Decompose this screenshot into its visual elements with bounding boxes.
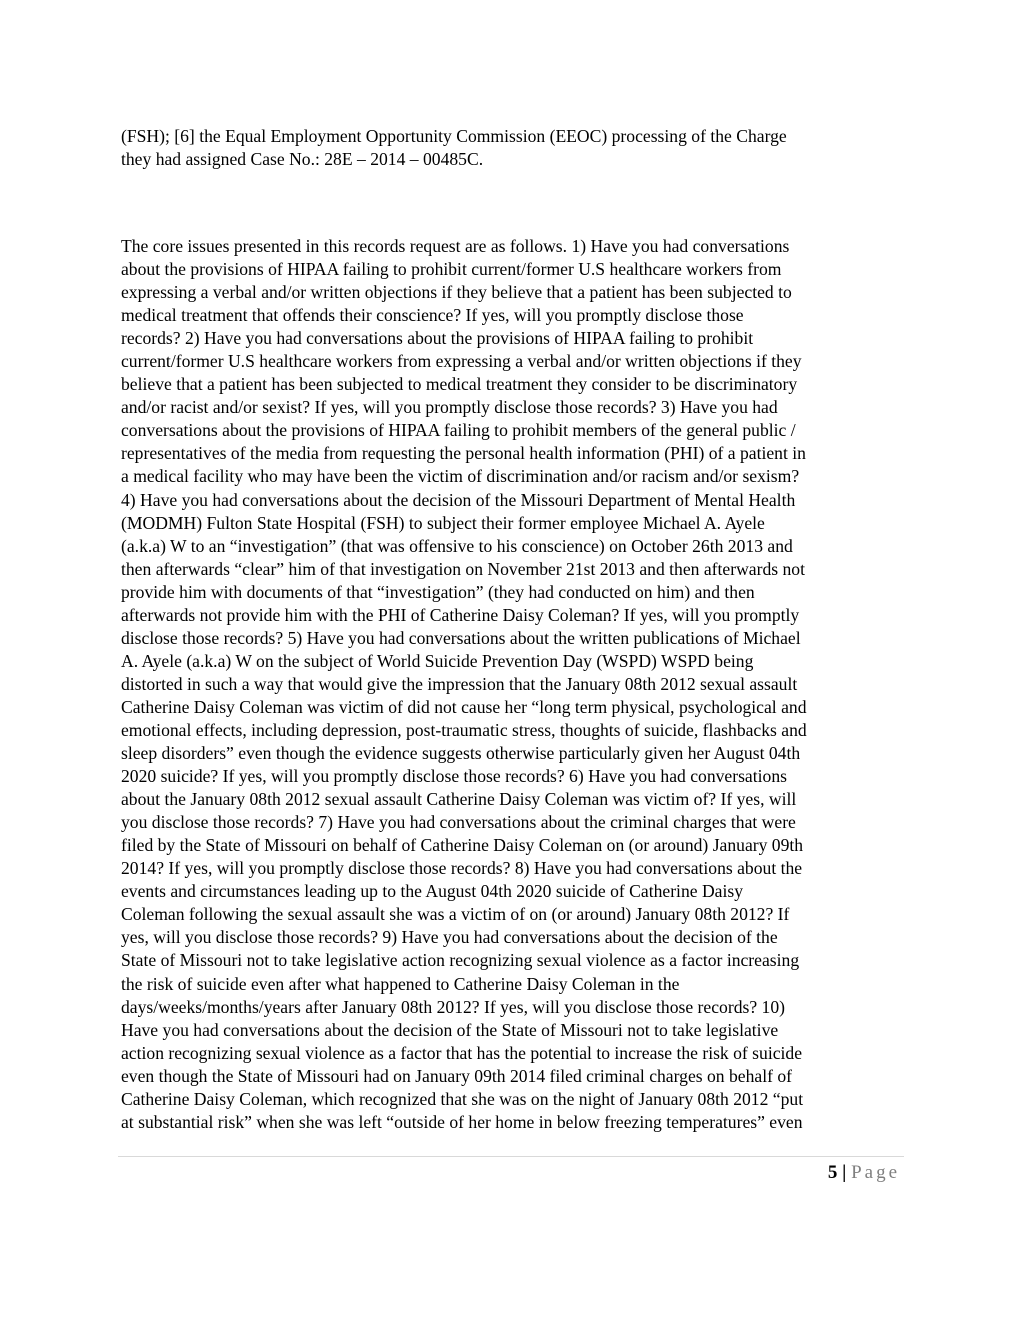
page-label: Page [851,1162,900,1183]
page-separator: | [837,1162,852,1183]
paragraph-core-issues: The core issues presented in this records request are as follows. 1) Have you had conversations about the provisions of HIPAA failing to prohibit current/former U.S healthcare workers from expressing a verbal and/or written objections if they believe that a patient has been subjected to medical treatment that offends their conscience? If yes, will you promptly disclose those records? 2) Have you had conversations about the provisions of HIPAA failing to prohibit current/former U.S healthcare workers from expressing a verbal and/or written objections if they believe that a patient has been subjected to medical treatment they consider to be discriminatory and/or racist and/or sexist? If yes, will you promptly disclose those records? 3) Have you had conversations about the provisions of HIPAA failing to prohibit members of the general public / representatives of the media from requesting the personal health information (PHI) of a patient in a medical facility who may have been the victim of discrimination and/or racism and/or sexism? 4) Have you had conversations about the decision of the Missouri Department of Mental Health (MODMH) Fulton State Hospital (FSH) to subject their former employee Michael A. Ayele (a.k.a) W to an “investigation” (that was offensive to his conscience) on October 26th 2013 and then afterwards “clear” him of that investigation on November 21st 2013 and then afterwards not provide him with documents of that “investigation” (they had conducted on him) and then afterwards not provide him with the PHI of Catherine Daisy Coleman? If yes, will you promptly disclose those records? 5) Have you had conversations about the written publications of Michael A. Ayele (a.k.a) W on the subject of World Suicide Prevention Day (WSPD) WSPD being distorted in such a way that would give the impression that the January 08th 2012 sexual assault Catherine Daisy Coleman was victim of did not cause her “long term physical, psychological and emotional effects, including depression, post-traumatic stress, thoughts of suicide, flashbacks and sleep disorders” even though the evidence suggests otherwise particularly given her August 04th 2020 suicide? If yes, will you promptly disclose those records? 6) Have you had conversations about the January 08th 2012 sexual assault Catherine Daisy Coleman was victim of? If yes, will you disclose those records? 7) Have you had conversations about the criminal charges that were filed by the State of Missouri on behalf of Catherine Daisy Coleman on (or around) January 09th 2014? If yes, will you promptly disclose those records? 8) Have you had conversations about the events and circumstances leading up to the August 04th 2020 suicide of Catherine Daisy Coleman following the sexual assault she was a victim of on (or around) January 08th 2012? If yes, will you disclose those records? 9) Have you had conversations about the decision of the State of Missouri not to take legislative action recognizing sexual violence as a factor increasing the risk of suicide even after what happened to Catherine Daisy Coleman in the days/weeks/months/years after January 08th 2012? If yes, will you disclose those records? 10) Have you had conversations about the decision of the State of Missouri not to take legislative action recognizing sexual violence as a factor that has the potential to increase the risk of suicide even though the State of Missouri had on January 09th 2014 filed criminal charges on behalf of Catherine Daisy Coleman, which recognized that she was on the night of January 08th 2012 “put at substantial risk” when she was left “outside of her home in below freezing temperatures” even [121,236,807,1132]
paragraph-fsh-eeoc-charge: (FSH); [6] the Equal Employment Opportunity Commission (EEOC) processing of the Charge they had assigned Case No.: 28E – 2014 – 00485C. [121,126,787,170]
page-footer [828,1162,900,1184]
page-number: 5 [827,1162,838,1183]
footer-divider [118,1156,904,1157]
